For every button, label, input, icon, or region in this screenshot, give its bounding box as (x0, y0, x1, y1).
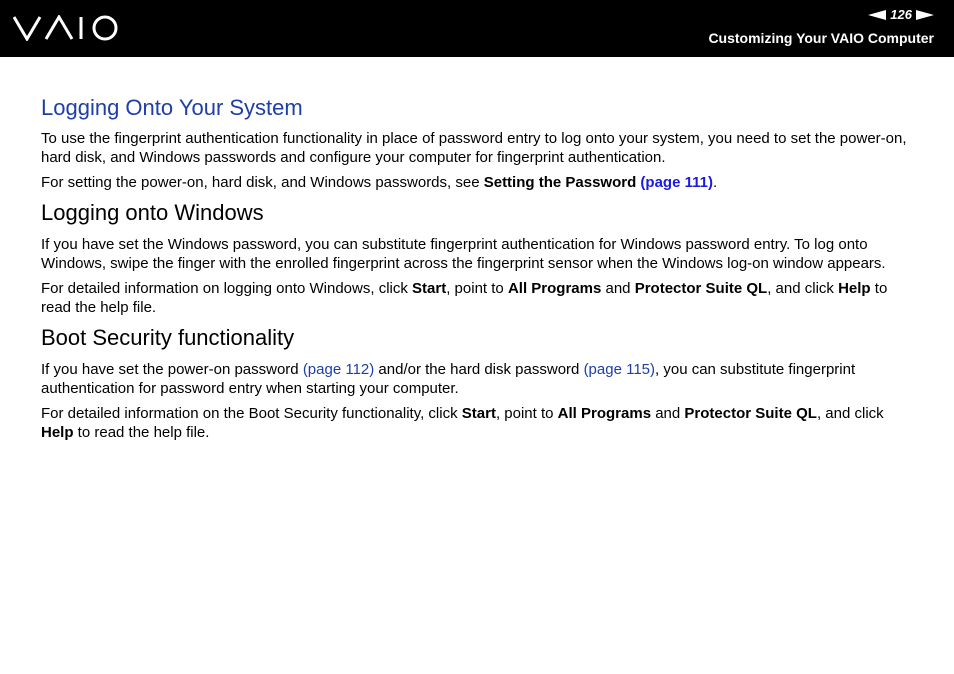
all-programs-label: All Programs (507, 280, 602, 297)
protector-suite-label: Protector Suite QL (634, 280, 768, 297)
section-title: Customizing Your VAIO Computer (708, 30, 934, 46)
text: For detailed information on logging onto Windows, click (41, 280, 413, 297)
page-content (41, 95, 916, 448)
text: For setting the power-on, hard disk, and Windows passwords, see (41, 174, 484, 191)
help-label: Help (838, 280, 871, 297)
text: and (651, 405, 685, 422)
paragraph-windows-help (41, 279, 916, 317)
text: and (601, 280, 635, 297)
page-112-link[interactable]: (page 112) (302, 361, 375, 378)
text: . (712, 174, 718, 191)
paragraph-windows-password: If you have set the Windows password, you can substitute fingerprint authentication for Windows password entry. To log onto Windows, swipe the finger with the enrolled fingerprint across the fingerprint sensor when the Windows log-on window appears. (41, 236, 886, 272)
protector-suite-label: Protector Suite QL (684, 405, 817, 422)
paragraph-boot-security-help (41, 404, 916, 442)
setting-password-label: Setting the Password (483, 174, 637, 191)
text: , and click (816, 405, 884, 422)
text: , point to (495, 405, 558, 422)
paragraph-boot-security (41, 360, 916, 398)
page-header (0, 0, 954, 57)
arrow-left-icon[interactable] (868, 10, 886, 20)
text: and/or the hard disk password (374, 361, 584, 378)
paragraph-intro: To use the fingerprint authentication functionality in place of password entry to log onto your system, you need to set the power-on, hard disk, and Windows passwords and configure your computer for fingerprint authentication. (41, 130, 907, 166)
text: to read the help file. (41, 280, 888, 316)
heading-boot-security: Boot Security functionality (41, 325, 295, 350)
text: to read the help file. (73, 424, 210, 441)
vaio-logo (13, 15, 121, 46)
start-label: Start (412, 280, 447, 297)
heading-logging-onto-system: Logging Onto Your System (41, 95, 303, 120)
text: If you have set the power-on password (41, 361, 303, 378)
page-111-link[interactable]: (page 111) (640, 174, 713, 191)
page-115-link[interactable]: (page 115) (583, 361, 656, 378)
heading-logging-onto-windows: Logging onto Windows (41, 200, 264, 225)
start-label: Start (461, 405, 496, 422)
help-label: Help (41, 424, 74, 441)
text: , you can substitute fingerprint authentication for password entry when starting your computer. (41, 361, 856, 397)
all-programs-label: All Programs (557, 405, 652, 422)
text: , point to (446, 280, 508, 297)
arrow-right-icon[interactable] (916, 10, 934, 20)
paragraph-setting-passwords (41, 173, 916, 192)
page-navigation (868, 7, 934, 22)
text: For detailed information on the Boot Security functionality, click (41, 405, 462, 422)
page-number: 126 (890, 7, 912, 22)
text: , and click (767, 280, 839, 297)
